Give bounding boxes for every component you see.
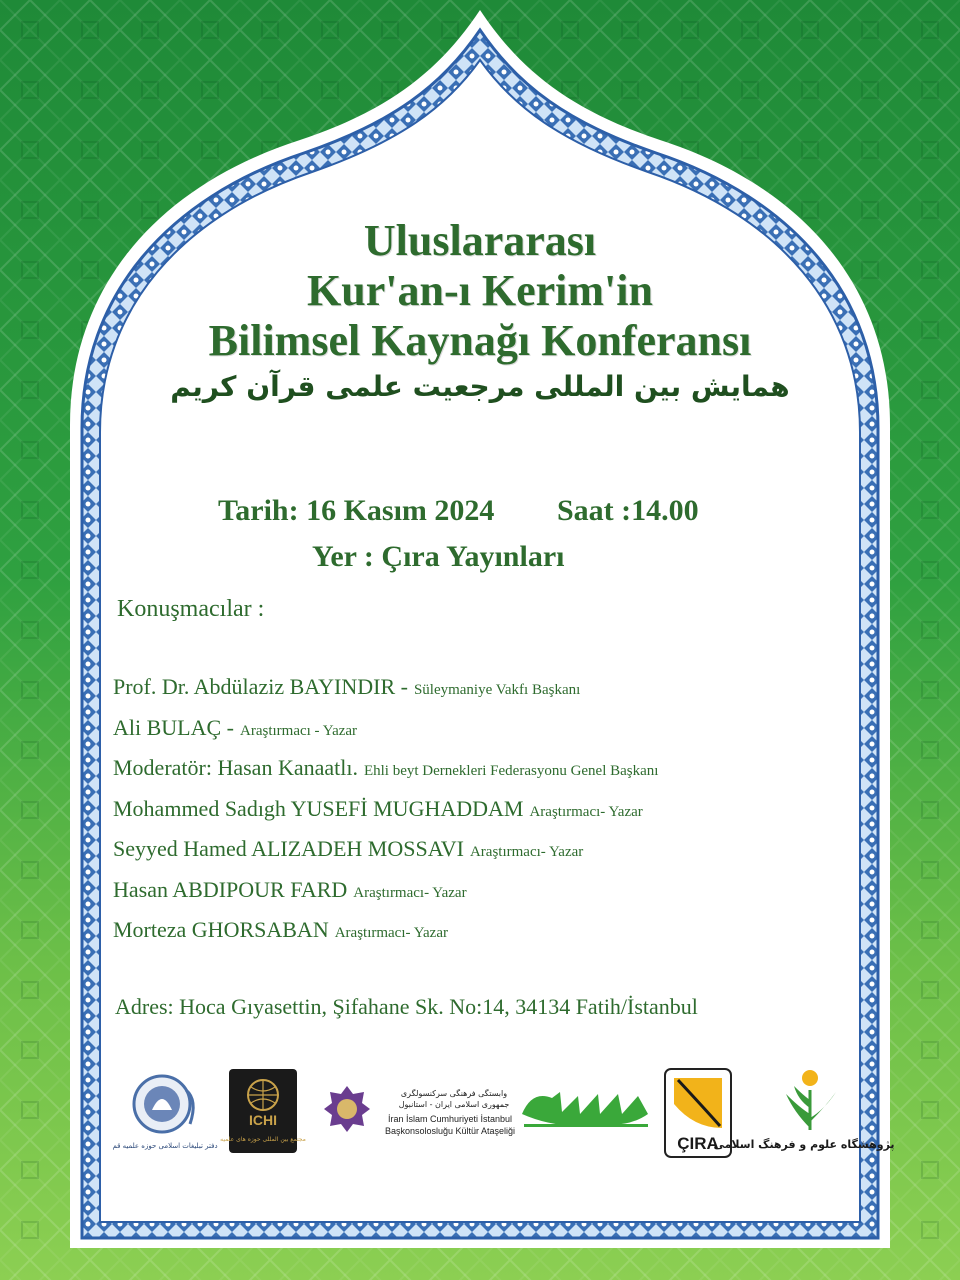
svg-text:İran İslam Cumhuriyeti İstanbu: İran İslam Cumhuriyeti İstanbul	[387, 1114, 513, 1124]
speaker-name: Ali BULAÇ -	[113, 714, 234, 740]
speaker-item	[113, 877, 873, 918]
speaker-role: Süleymaniye Vakfı Başkanı	[413, 682, 581, 698]
svg-text:مجتمع بین المللی حوزه های علمی: مجتمع بین المللی حوزه های علمیه	[220, 1136, 306, 1143]
speaker-name: Morteza GHORSABAN	[113, 917, 329, 942]
speaker-role: Ehli beyt Dernekleri Federasyonu Genel Başkanı	[363, 763, 659, 779]
speaker-item	[113, 755, 873, 796]
research-institute-logo	[713, 1068, 895, 1158]
speaker-role: Araştırmacı- Yazar	[529, 803, 643, 820]
qom-office-logo	[112, 1070, 218, 1152]
speaker-role: Araştırmacı- Yazar	[469, 844, 584, 860]
event-venue: Yer : Çıra Yayınları	[312, 540, 565, 573]
speaker-role: Araştırmacı- Yazar	[353, 884, 467, 901]
event-address: Adres: Hoca Gıyasettin, Şifahane Sk. No:14, 34134 Fatih/İstanbul	[115, 994, 698, 1019]
svg-text:پژوهشگاه علوم و فرهنگ اسلامی: پژوهشگاه علوم و فرهنگ اسلامی	[713, 1138, 895, 1151]
speaker-item	[113, 836, 873, 877]
title-line-3: Bilimsel Kaynağı Konferansı	[208, 316, 752, 365]
green-brand-logo	[518, 1084, 654, 1136]
title-arabic: همایش بین المللی مرجعیت علمی قرآن کریم	[170, 370, 790, 403]
title-line-1: Uluslararası	[363, 216, 597, 265]
speaker-name: Seyyed Hamed ALIZADEH MOSSAVI	[113, 836, 464, 861]
svg-text:ÇIRA: ÇIRA	[677, 1134, 719, 1153]
consulate-logo	[320, 1082, 520, 1142]
speaker-item	[113, 715, 873, 756]
ichi-logo	[220, 1069, 306, 1153]
speaker-item	[113, 796, 873, 837]
svg-text:وابستگی فرهنگی سرکنسولگری: وابستگی فرهنگی سرکنسولگری	[400, 1089, 508, 1098]
event-date: Tarih: 16 Kasım 2024	[218, 494, 495, 527]
speaker-name: Hasan ABDIPOUR FARD	[113, 876, 348, 902]
speaker-role: Araştırmacı- Yazar	[334, 925, 448, 941]
speakers-heading: Konuşmacılar :	[117, 596, 265, 622]
svg-text:دفتر تبلیغات اسلامی حوزه علمیه: دفتر تبلیغات اسلامی حوزه علمیه قم	[112, 1142, 218, 1150]
speaker-name: Prof. Dr. Abdülaziz BAYINDIR -	[113, 674, 408, 699]
speaker-role: Araştırmacı - Yazar	[240, 722, 358, 739]
svg-text:جمهوری اسلامی ایران - استانبول: جمهوری اسلامی ایران - استانبول	[398, 1100, 510, 1109]
speaker-name: Moderatör: Hasan Kanaatlı.	[113, 755, 358, 780]
svg-text:Başkonsolosluğu Kültür Ataşeli: Başkonsolosluğu Kültür Ataşeliği	[384, 1126, 516, 1136]
title-line-2: Kur'an-ı Kerim'in	[307, 266, 653, 315]
speaker-item	[113, 674, 873, 715]
event-time: Saat :14.00	[557, 494, 699, 527]
svg-text:ICHI: ICHI	[249, 1112, 277, 1128]
speaker-list	[113, 674, 873, 958]
speaker-name: Mohammed Sadıgh YUSEFİ MUGHADDAM	[113, 795, 524, 821]
speaker-item	[113, 917, 873, 958]
